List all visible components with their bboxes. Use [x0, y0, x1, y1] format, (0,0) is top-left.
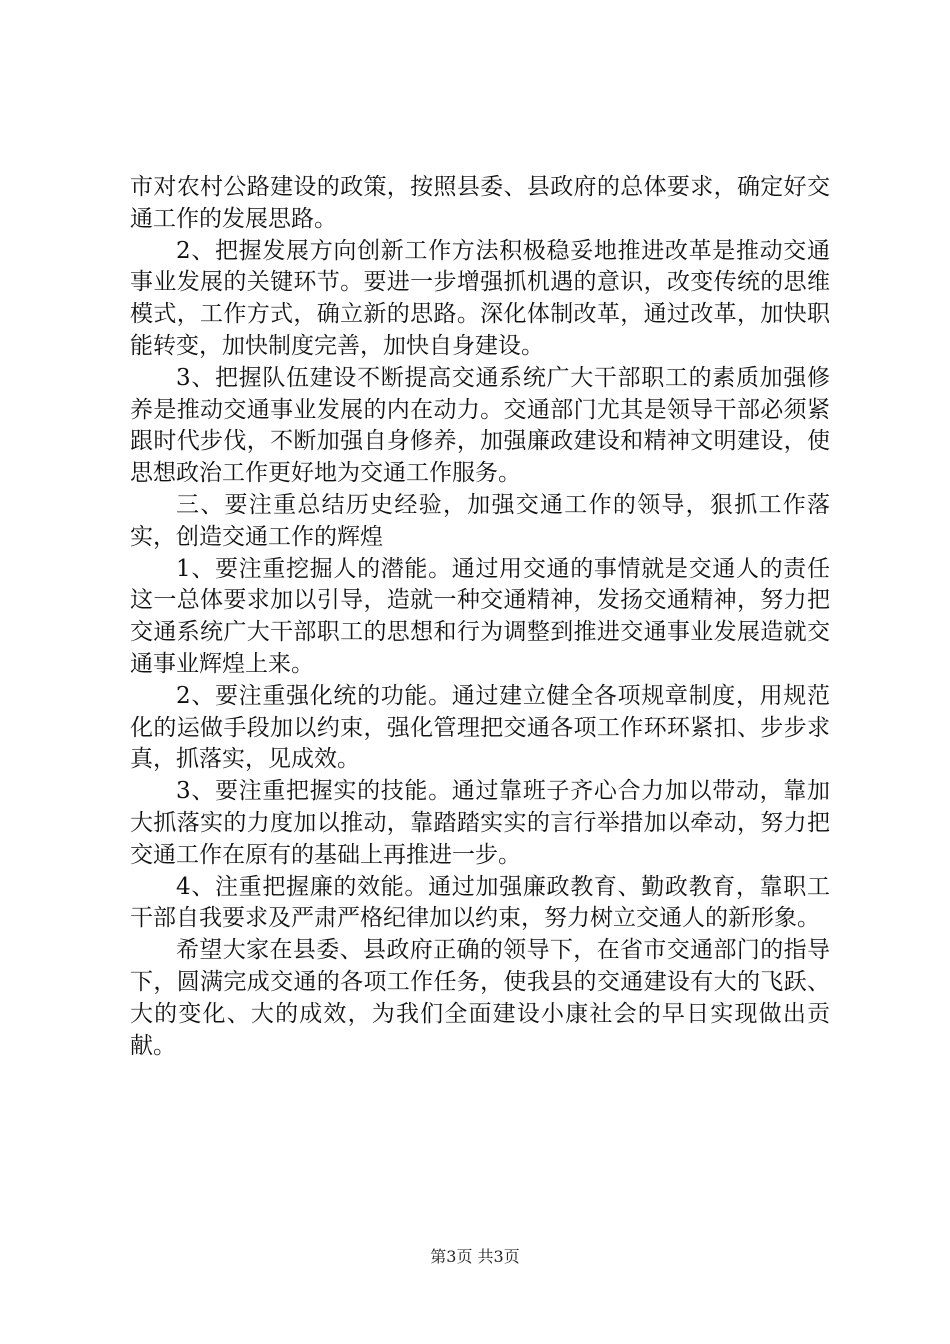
paragraph: 1、要注重挖掘人的潜能。通过用交通的事情就是交通人的责任这一总体要求加以引导，造就一种交通精神，发扬交通精神，努力把交通系统广大干部职工的思想和行为调整到推进交通事业发展造就交通事业辉煌上来。: [130, 555, 830, 677]
paragraph: 3、把握队伍建设不断提高交通系统广大干部职工的素质加强修养是推动交通事业发展的内在动力。交通部门尤其是领导干部必须紧跟时代步伐，不断加强自身修养，加强廉政建设和精神文明建设，使思想政治工作更好地为交通工作服务。: [130, 364, 830, 487]
paragraph: 2、要注重强化统的功能。通过建立健全各项规章制度，用规范化的运做手段加以约束，强化管理把交通各项工作环环紧扣、步步求真，抓落实，见成效。: [130, 682, 830, 773]
document-body: [130, 172, 830, 1062]
paragraph: 4、注重把握廉的效能。通过加强廉政教育、勤政教育，靠职工干部自我要求及严肃严格纪律加以约束，努力树立交通人的新形象。: [130, 873, 830, 932]
section-heading: 三、要注重总结历史经验，加强交通工作的领导，狠抓工作落实，创造交通工作的辉煌: [130, 491, 830, 550]
paragraph: 希望大家在县委、县政府正确的领导下，在省市交通部门的指导下，圆满完成交通的各项工作任务，使我县的交通建设有大的飞跃、大的变化、大的成效，为我们全面建设小康社会的早日实现做出贡献。: [130, 937, 830, 1059]
paragraph: 市对农村公路建设的政策，按照县委、县政府的总体要求，确定好交通工作的发展思路。: [130, 174, 830, 232]
page-number-footer: 第3页 共3页: [430, 1247, 520, 1266]
paragraph: 3、要注重把握实的技能。通过靠班子齐心合力加以带动，靠加大抓落实的力度加以推动，靠踏踏实实的言行举措加以牵动，努力把交通工作在原有的基础上再推进一步。: [130, 778, 830, 868]
paragraph: 2、把握发展方向创新工作方法积极稳妥地推进改革是推动交通事业发展的关键环节。要进一步增强抓机遇的意识，改变传统的思维模式，工作方式，确立新的思路。深化体制改革，通过改革，加快职能转变，加快制度完善，加快自身建设。: [130, 237, 830, 359]
